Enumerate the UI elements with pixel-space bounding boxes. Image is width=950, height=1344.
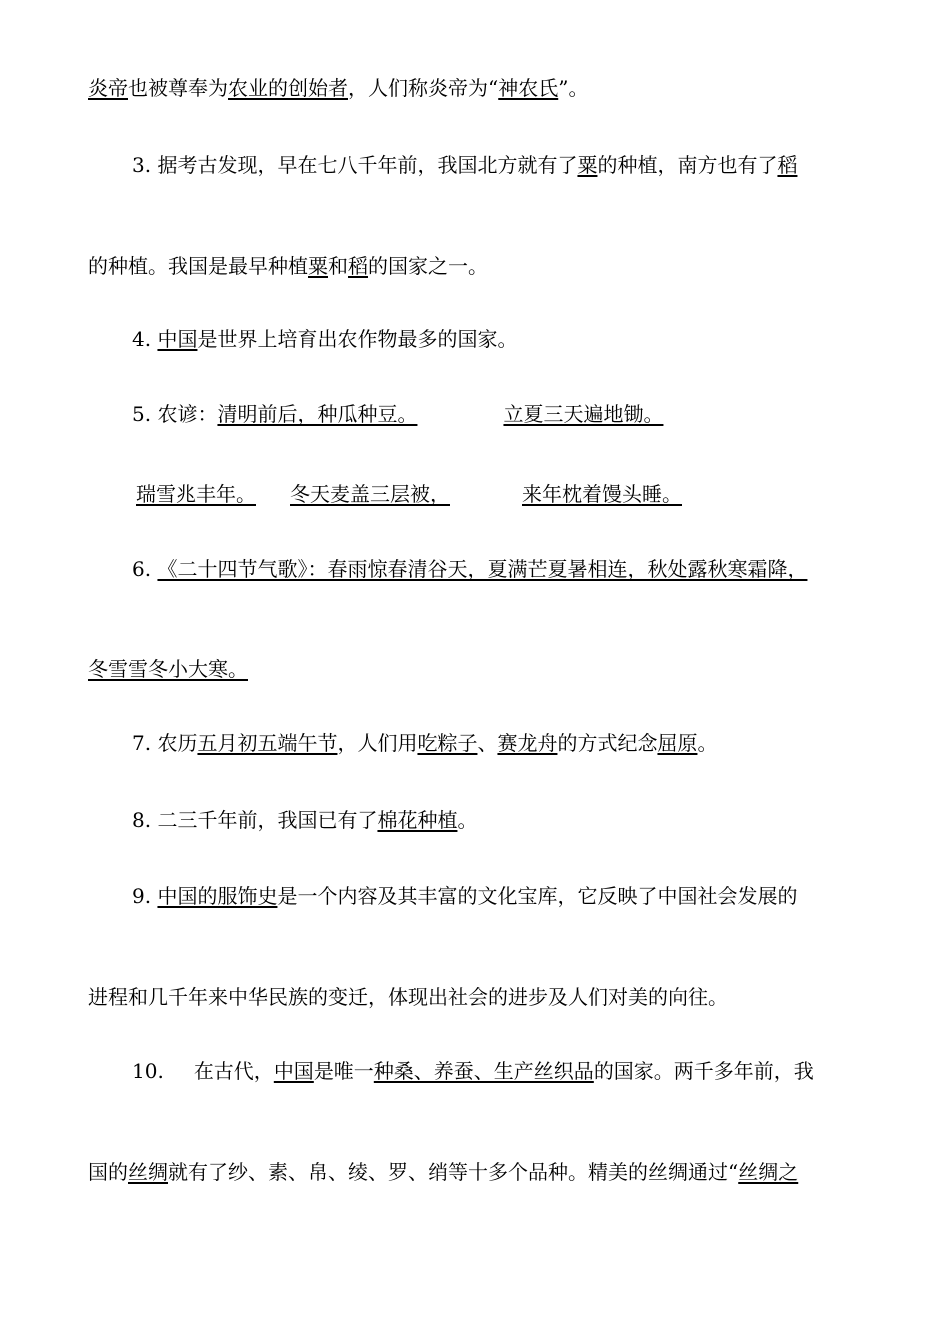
- underline-answer: 稻: [777, 153, 798, 177]
- underline-answer: 中国: [157, 327, 198, 351]
- item-number: 9.: [132, 884, 152, 908]
- text: ，人们用: [337, 731, 418, 755]
- text: 的种植。我国是最早种植: [88, 254, 308, 278]
- item-number: 6.: [132, 557, 152, 581]
- text: 的种植，南方也有了: [597, 153, 778, 177]
- underline-answer: 神农氏: [498, 76, 559, 100]
- underline-answer: 清明前后，种瓜种豆。: [217, 402, 418, 426]
- text: 和: [328, 254, 348, 278]
- underline-answer: 农业的创始者: [228, 76, 348, 100]
- text: 在古代，: [193, 1059, 274, 1083]
- underline-answer: 粟: [308, 254, 328, 278]
- underline-answer: 赛龙舟: [497, 731, 558, 755]
- text: 的国家。两千多年前，我: [593, 1059, 814, 1083]
- item-number: 10.: [132, 1059, 164, 1083]
- underline-answer: 棉花种植: [377, 808, 458, 832]
- text: 据考古发现，早在七八千年前，我国北方就有了: [157, 153, 578, 177]
- item-10-continuation: [88, 1158, 798, 1186]
- underline-answer: 中国的服饰史: [157, 884, 278, 908]
- text: ，人们称炎帝为“: [348, 76, 499, 100]
- text: 国的: [88, 1160, 128, 1184]
- item-9-continuation: [88, 983, 728, 1011]
- text: 就有了纱、素、帛、绫、罗、绡等十多个品种。精美的丝绸通过“: [168, 1160, 739, 1184]
- item-7: [132, 729, 717, 757]
- underline-answer: 屈原: [657, 731, 698, 755]
- item-6: [132, 555, 807, 583]
- underline-answer: 冬雪雪冬小大寒。: [88, 657, 248, 681]
- text: 、: [477, 731, 498, 755]
- underline-answer: 冬天麦盖三层被，: [290, 482, 450, 506]
- item-4: [132, 325, 517, 353]
- text: ”。: [558, 76, 589, 100]
- text: 是世界上培育出农作物最多的国家。: [197, 327, 518, 351]
- item-3-continuation: [88, 252, 488, 280]
- item-8: [132, 806, 477, 834]
- text: 二三千年前，我国已有了: [157, 808, 378, 832]
- item-9: [132, 882, 797, 910]
- underline-answer: 来年枕着馒头睡。: [522, 482, 682, 506]
- underline-answer: 吃粽子: [417, 731, 478, 755]
- text: 。: [457, 808, 478, 832]
- item-number: 3.: [132, 153, 152, 177]
- text: 是一个内容及其丰富的文化宝库，它反映了中国社会发展的: [277, 884, 798, 908]
- underline-answer: 丝绸之: [738, 1160, 799, 1184]
- item-5: [132, 400, 719, 428]
- text: 的方式纪念: [557, 731, 658, 755]
- underline-answer: 立夏三天遍地锄。: [503, 402, 664, 426]
- item-6-continuation: [88, 655, 248, 683]
- item-number: 4.: [132, 327, 152, 351]
- continuation-line-1: [88, 74, 588, 102]
- underline-answer: 《二十四节气歌》：春雨惊春清谷天，夏满芒夏暑相连，秋处露秋寒霜降，: [157, 557, 808, 581]
- text: 农历: [157, 731, 198, 755]
- underline-answer: 五月初五端午节: [197, 731, 338, 755]
- underline-answer: 种桑、养蚕、生产丝织品: [373, 1059, 594, 1083]
- item-number: 7.: [132, 731, 152, 755]
- underline-answer: 炎帝: [88, 76, 128, 100]
- item-5-continuation: [136, 480, 682, 508]
- text: 农谚：: [157, 402, 218, 426]
- underline-answer: 稻: [348, 254, 368, 278]
- item-number: 8.: [132, 808, 152, 832]
- item-10: [132, 1057, 814, 1085]
- underline-answer: 丝绸: [128, 1160, 168, 1184]
- text: 进程和几千年来中华民族的变迁，体现出社会的进步及人们对美的向往。: [88, 985, 728, 1009]
- underline-answer: 粟: [577, 153, 598, 177]
- item-number: 5.: [132, 402, 152, 426]
- item-3: [132, 151, 797, 179]
- text: 也被尊奉为: [128, 76, 228, 100]
- underline-answer: 瑞雪兆丰年。: [136, 482, 256, 506]
- text: 。: [697, 731, 718, 755]
- text: 的国家之一。: [368, 254, 488, 278]
- underline-answer: 中国: [273, 1059, 314, 1083]
- text: 是唯一: [313, 1059, 374, 1083]
